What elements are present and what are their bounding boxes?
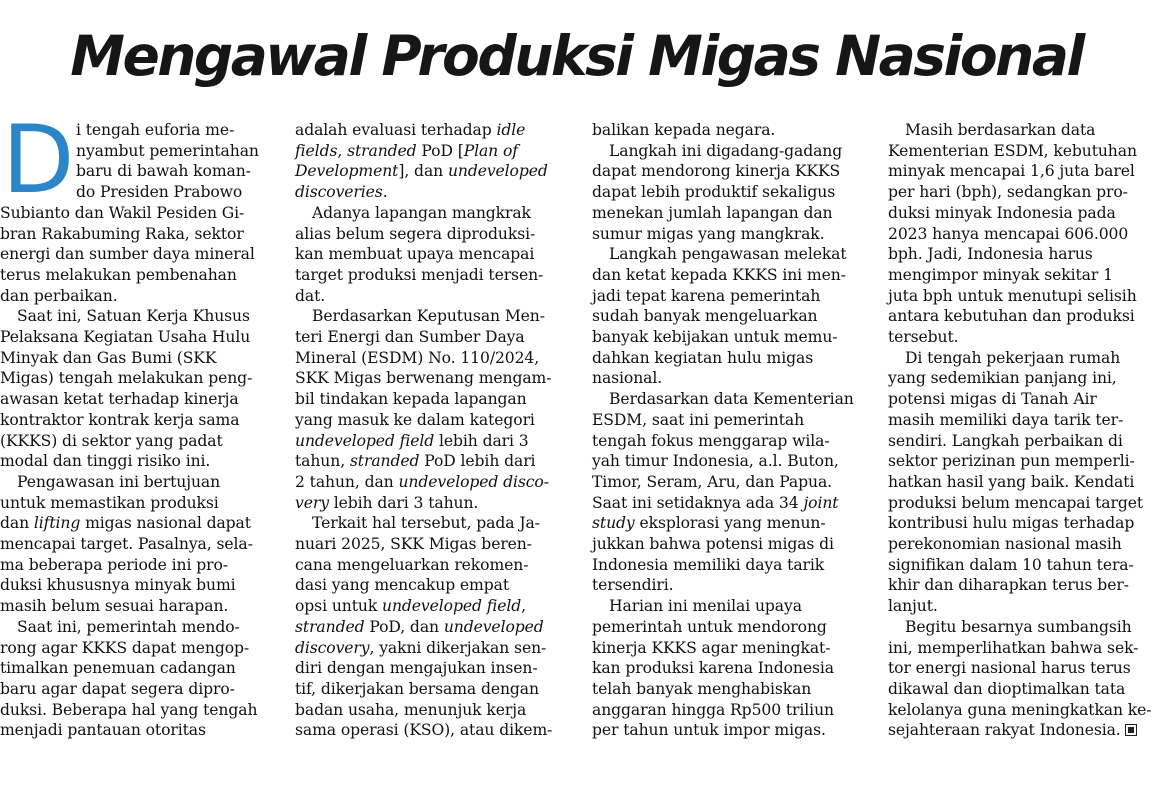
- text-line: baru agar dapat segera dipro-: [0, 679, 235, 698]
- article-column-2: [295, 120, 567, 741]
- text-line: Berdasarkan data Kementerian: [609, 390, 854, 409]
- text-line: khir dan diharapkan terus ber-: [888, 576, 1129, 595]
- text-line: telah banyak menghabiskan: [592, 679, 812, 698]
- text-line: timalkan penemuan cadangan: [0, 659, 236, 678]
- text-line: kelolanya guna meningkatkan ke-: [888, 700, 1152, 719]
- text-line: mencapai target. Pasalnya, sela-: [0, 535, 253, 554]
- text-line: Indonesia memiliki daya tarik: [592, 555, 825, 574]
- text-line: i tengah euforia me-: [76, 121, 235, 139]
- text-line: SKK Migas berwenang mengam-: [295, 369, 552, 388]
- text-line: masih memiliki daya tarik ter-: [888, 410, 1124, 429]
- text-line: discoveries.: [295, 183, 388, 202]
- text-line: menjadi pantauan otoritas: [0, 721, 206, 740]
- article-column-1: [0, 106, 268, 741]
- text-line: Adanya lapangan mangkrak: [312, 203, 531, 222]
- text-line: signifikan dalam 10 tahun tera-: [888, 555, 1134, 574]
- text-line: bph. Jadi, Indonesia harus: [888, 245, 1093, 264]
- text-line: tersendiri.: [592, 576, 674, 595]
- text-line: sama operasi (KSO), atau dikem-: [295, 721, 553, 740]
- text-line: tersebut.: [888, 328, 959, 347]
- text-line: potensi migas di Tanah Air: [888, 390, 1097, 409]
- text-line: minyak mencapai 1,6 juta barel: [888, 162, 1135, 181]
- text-line: bil tindakan kepada lapangan: [295, 390, 527, 409]
- text-line: pemerintah untuk mendorong: [592, 617, 827, 636]
- text-line: Minyak dan Gas Bumi (SKK: [0, 348, 217, 367]
- text-line: alias belum segera diproduksi-: [295, 224, 536, 243]
- text-line: banyak kebijakan untuk memu-: [592, 328, 838, 347]
- text-line: lanjut.: [888, 597, 938, 616]
- text-line: yang sedemikian panjang ini,: [888, 369, 1117, 388]
- drop-cap: D: [2, 106, 75, 215]
- text-line: bran Rakabuming Raka, sektor: [0, 224, 244, 243]
- text-line: untuk memastikan produksi: [0, 493, 219, 512]
- text-line: opsi untuk undeveloped field,: [295, 597, 527, 616]
- text-line: mengimpor minyak sekitar 1: [888, 265, 1113, 284]
- text-line: sendiri. Langkah perbaikan di: [888, 431, 1123, 450]
- text-line: anggaran hingga Rp500 triliun: [592, 700, 834, 719]
- text-line: produksi belum mencapai target: [888, 493, 1144, 512]
- text-line: baru di bawah koman-: [76, 162, 251, 181]
- text-line: Mineral (ESDM) No. 110/2024,: [295, 348, 540, 367]
- text-line: Timor, Seram, Aru, dan Papua.: [592, 472, 832, 491]
- text-line: ESDM, saat ini pemerintah: [592, 410, 805, 429]
- article-column-4: [888, 120, 1150, 741]
- text-line: tor energi nasional harus terus: [888, 659, 1131, 678]
- text-line: menekan jumlah lapangan dan: [592, 203, 833, 222]
- text-line: terus melakukan pembenahan: [0, 265, 237, 284]
- text-line: Saat ini, Satuan Kerja Khusus: [17, 307, 250, 326]
- text-line: awasan ketat terhadap kinerja: [0, 390, 239, 409]
- text-line: nasional.: [592, 369, 663, 388]
- article-column-3: [592, 120, 862, 741]
- text-line: Saat ini setidaknya ada 34 joint: [592, 493, 839, 512]
- text-line: sejahteraan rakyat Indonesia.: [888, 720, 1150, 741]
- text-line: juta bph untuk menutupi selisih: [888, 286, 1137, 305]
- text-line: kan produksi karena Indonesia: [592, 659, 834, 678]
- text-line: adalah evaluasi terhadap idle: [295, 121, 526, 139]
- text-line: Masih berdasarkan data: [905, 121, 1096, 139]
- end-of-article-icon: [1125, 724, 1137, 736]
- text-line: dan lifting migas nasional dapat: [0, 514, 251, 533]
- text-line: Langkah ini digadang-gadang: [609, 141, 843, 160]
- text-line: very lebih dari 3 tahun.: [295, 493, 479, 512]
- text-line: fields, stranded PoD [Plan of: [295, 141, 518, 160]
- text-line: kan membuat upaya mencapai: [295, 245, 535, 264]
- text-line: (KKKS) di sektor yang padat: [0, 431, 223, 450]
- text-line: sektor perizinan pun memperli-: [888, 452, 1135, 471]
- text-line: ini, memperlihatkan bahwa sek-: [888, 638, 1139, 657]
- text-line: dan perbaikan.: [0, 286, 118, 305]
- text-line: badan usaha, menunjuk kerja: [295, 700, 527, 719]
- text-line: yah timur Indonesia, a.l. Buton,: [592, 452, 839, 471]
- text-line: dat.: [295, 286, 326, 305]
- text-line: jadi tepat karena pemerintah: [592, 286, 821, 305]
- text-line: modal dan tinggi risiko ini.: [0, 452, 211, 471]
- text-line: 2023 hanya mencapai 606.000: [888, 224, 1129, 243]
- article-headline: Mengawal Produksi Migas Nasional: [70, 24, 1083, 88]
- text-line: antara kebutuhan dan produksi: [888, 307, 1135, 326]
- text-line: dapat mendorong kinerja KKKS: [592, 162, 841, 181]
- text-line: per tahun untuk impor migas.: [592, 721, 826, 740]
- text-line: hatkan hasil yang baik. Kendati: [888, 472, 1135, 491]
- text-line: do Presiden Prabowo: [76, 183, 243, 202]
- text-line: yang masuk ke dalam kategori: [295, 410, 535, 429]
- text-line: sudah banyak mengeluarkan: [592, 307, 818, 326]
- text-line: 2 tahun, dan undeveloped disco-: [295, 472, 549, 491]
- text-line: Di tengah pekerjaan rumah: [905, 348, 1121, 367]
- text-line: balikan kepada negara.: [592, 121, 776, 139]
- text-line: duksi minyak Indonesia pada: [888, 203, 1116, 222]
- text-line: stranded PoD, dan undeveloped: [295, 617, 544, 636]
- text-line: Langkah pengawasan melekat: [609, 245, 847, 264]
- text-line: sumur migas yang mangkrak.: [592, 224, 825, 243]
- text-line: diri dengan mengajukan insen-: [295, 659, 538, 678]
- text-line: Harian ini menilai upaya: [609, 597, 802, 616]
- text-line: discovery, yakni dikerjakan sen-: [295, 638, 547, 657]
- text-line: tengah fokus menggarap wila-: [592, 431, 830, 450]
- text-line: Pengawasan ini bertujuan: [17, 472, 221, 491]
- text-line: cana mengeluarkan rekomen-: [295, 555, 529, 574]
- text-line: teri Energi dan Sumber Daya: [295, 328, 525, 347]
- text-line: duksi. Beberapa hal yang tengah: [0, 700, 258, 719]
- text-line: Terkait hal tersebut, pada Ja-: [312, 514, 540, 533]
- text-line: perekonomian nasional masih: [888, 535, 1122, 554]
- text-line: per hari (bph), sedangkan pro-: [888, 183, 1128, 202]
- text-line: nyambut pemerintahan: [76, 141, 259, 160]
- text-line: Berdasarkan Keputusan Men-: [312, 307, 545, 326]
- text-line: study eksplorasi yang menun-: [592, 514, 826, 533]
- text-line: Pelaksana Kegiatan Usaha Hulu: [0, 328, 251, 347]
- text-line: nuari 2025, SKK Migas beren-: [295, 535, 532, 554]
- text-line: Saat ini, pemerintah mendo-: [17, 617, 240, 636]
- text-line: kontribusi hulu migas terhadap: [888, 514, 1135, 533]
- text-line: tif, dikerjakan bersama dengan: [295, 679, 539, 698]
- text-line: ma beberapa periode ini pro-: [0, 555, 228, 574]
- text-line: energi dan sumber daya mineral: [0, 245, 255, 264]
- text-line: Development], dan undeveloped: [295, 162, 548, 181]
- text-line: dapat lebih produktif sekaligus: [592, 183, 836, 202]
- text-line: jukkan bahwa potensi migas di: [592, 535, 834, 554]
- text-line: rong agar KKKS dapat mengop-: [0, 638, 250, 657]
- text-line: duksi khususnya minyak bumi: [0, 576, 236, 595]
- text-line: dan ketat kepada KKKS ini men-: [592, 265, 846, 284]
- text-line: kontraktor kontrak kerja sama: [0, 410, 240, 429]
- text-line: masih belum sesuai harapan.: [0, 597, 229, 616]
- text-line: dikawal dan dioptimalkan tata: [888, 679, 1126, 698]
- text-line: Migas) tengah melakukan peng-: [0, 369, 253, 388]
- text-line: target produksi menjadi tersen-: [295, 265, 544, 284]
- text-line: Kementerian ESDM, kebutuhan: [888, 141, 1137, 160]
- text-line: dasi yang mencakup empat: [295, 576, 509, 595]
- text-line: undeveloped field lebih dari 3: [295, 431, 529, 450]
- text-line: Subianto dan Wakil Pesiden Gi-: [0, 203, 245, 222]
- text-line: tahun, stranded PoD lebih dari: [295, 452, 536, 471]
- text-line: dahkan kegiatan hulu migas: [592, 348, 814, 367]
- text-line: kinerja KKKS agar meningkat-: [592, 638, 831, 657]
- text-line: Begitu besarnya sumbangsih: [905, 617, 1132, 636]
